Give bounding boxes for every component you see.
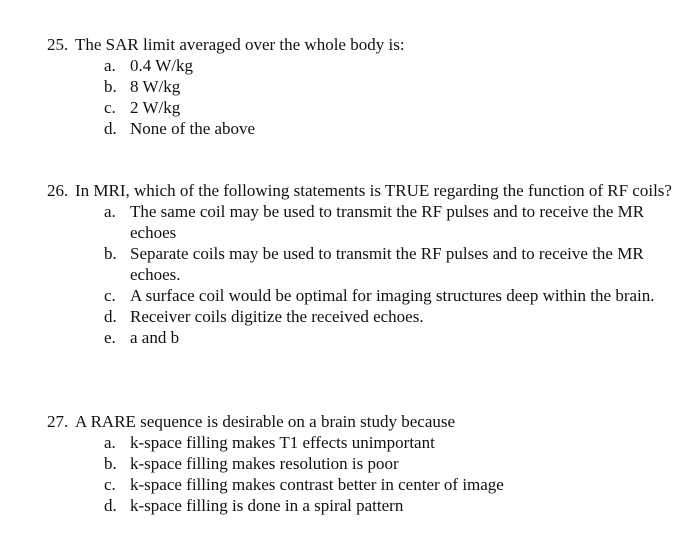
answer-option-c: [0, 285, 700, 306]
option-text: k-space filling makes contrast better in center of image: [130, 475, 504, 494]
question-text: A RARE sequence is desirable on a brain study because: [75, 412, 456, 431]
option-text: k-space filling makes resolution is poor: [130, 454, 399, 473]
option-letter: d.: [104, 119, 117, 138]
option-text: 0.4 W/kg: [130, 56, 193, 75]
option-letter: b.: [104, 244, 117, 263]
question-text: The SAR limit averaged over the whole body is:: [75, 35, 405, 54]
question-27: [0, 411, 700, 516]
question-text: In MRI, which of the following statements is TRUE regarding the function of RF coils?: [75, 181, 672, 200]
answer-option-a: [0, 432, 700, 453]
option-letter: c.: [104, 98, 116, 117]
option-letter: a.: [104, 56, 116, 75]
option-letter: d.: [104, 496, 117, 515]
option-text: The same coil may be used to transmit the RF pulses and to receive the MR echoes: [130, 202, 645, 242]
question-number: 27.: [47, 412, 69, 431]
option-letter: e.: [104, 328, 116, 347]
answer-option-d: [0, 306, 700, 327]
option-letter: a.: [104, 202, 116, 221]
option-text: 8 W/kg: [130, 77, 181, 96]
answer-option-b: [0, 453, 700, 474]
option-text: Separate coils may be used to transmit the RF pulses and to receive the MR echoes.: [130, 244, 644, 284]
answer-option-c: [0, 97, 700, 118]
answer-option-b: [0, 243, 700, 285]
answer-option-a: [0, 201, 700, 243]
question-25: [0, 34, 700, 139]
option-letter: d.: [104, 307, 117, 326]
option-text: 2 W/kg: [130, 98, 181, 117]
answer-options: [0, 55, 700, 139]
option-text: k-space filling makes T1 effects unimportant: [130, 433, 435, 452]
option-letter: a.: [104, 433, 116, 452]
option-text: a and b: [130, 328, 180, 347]
question-stem: [0, 411, 700, 432]
option-text: k-space filling is done in a spiral pattern: [130, 496, 404, 515]
option-letter: c.: [104, 286, 116, 305]
option-text: A surface coil would be optimal for imaging structures deep within the brain.: [130, 286, 655, 305]
option-letter: b.: [104, 454, 117, 473]
question-stem: [0, 34, 700, 55]
question-number: 25.: [47, 35, 69, 54]
answer-option-c: [0, 474, 700, 495]
question-stem: [0, 180, 700, 201]
answer-option-d: [0, 495, 700, 516]
option-text: Receiver coils digitize the received echoes.: [130, 307, 424, 326]
answer-options: [0, 432, 700, 516]
answer-option-e: [0, 327, 700, 348]
option-letter: b.: [104, 77, 117, 96]
answer-option-b: [0, 76, 700, 97]
question-number: 26.: [47, 181, 69, 200]
answer-option-d: [0, 118, 700, 139]
option-text: None of the above: [130, 119, 256, 138]
answer-options: [0, 201, 700, 348]
answer-option-a: [0, 55, 700, 76]
option-letter: c.: [104, 475, 116, 494]
question-26: [0, 180, 700, 348]
